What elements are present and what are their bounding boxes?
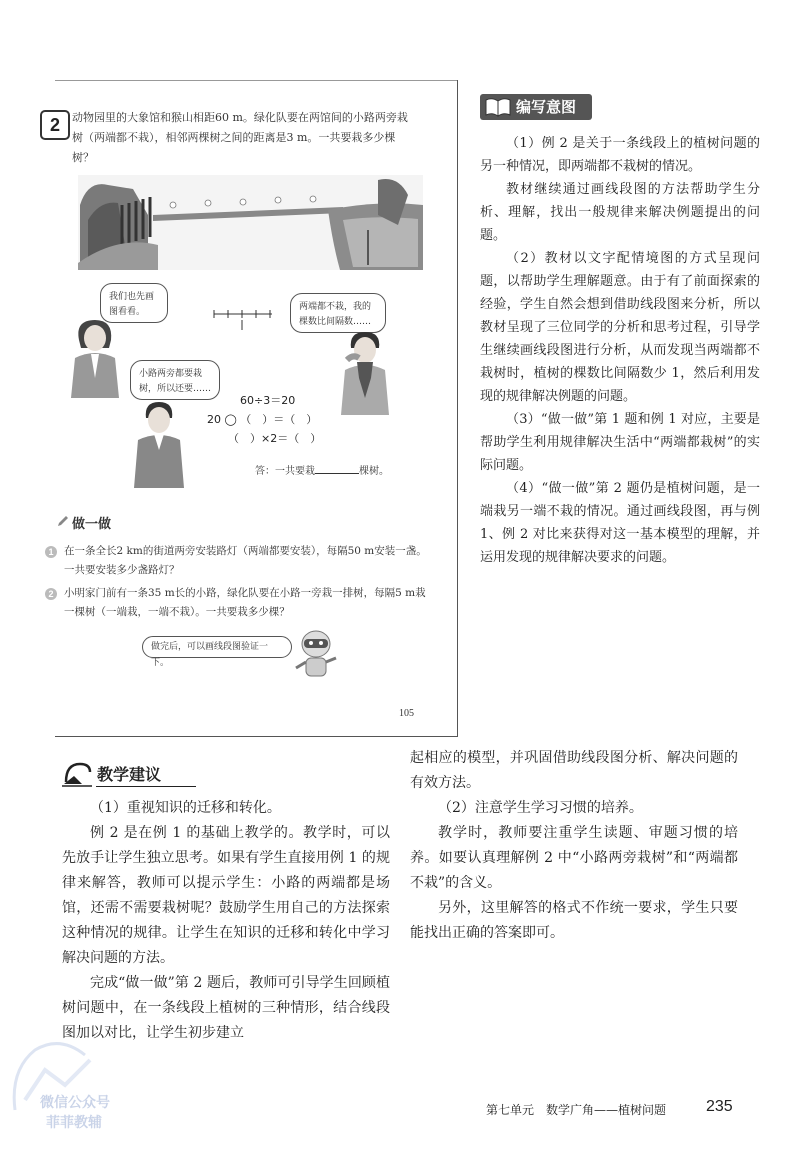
answer-suffix: 棵树。 <box>359 466 389 477</box>
answer-blank[interactable] <box>315 463 359 474</box>
teaching-suggestion-icon <box>60 758 94 788</box>
suggestion-paragraph: （1）重视知识的迁移和转化。 <box>90 800 281 816</box>
example-number-badge: 2 <box>40 110 70 140</box>
suggestion-paragraph: 教学时，教师要注重学生读题、审题习惯的培养。如要认真理解例 2 中“小路两旁栽树”和“两端都不栽”的含义。 <box>410 825 738 891</box>
right-boy-speech-bubble: 两端都不栽，我的棵数比间隔数…… <box>290 293 386 333</box>
boy-with-scarf-icon <box>335 330 395 415</box>
robot-icon <box>292 628 340 684</box>
girl-student-icon <box>65 318 125 398</box>
pencil-icon <box>56 514 70 528</box>
suggestion-paragraph: 起相应的模型，并巩固借助线段图分析、解决问题的有效方法。 <box>410 750 738 791</box>
suggestions-left-column <box>62 796 390 1046</box>
line-segment-diagram <box>212 302 274 332</box>
zoo-scene-illustration <box>78 175 423 270</box>
intent-paragraph: （3）“做一做”第 1 题和例 1 对应，主要是帮助学生利用规律解决生活中“两端都栽树”的实际问题。 <box>480 412 760 473</box>
answer-line <box>255 462 389 477</box>
calc-line-3: （ ）×2＝（ ） <box>228 432 322 445</box>
watermark-line-2: 菲菲教辅 <box>46 1115 102 1131</box>
suggestion-paragraph: 完成“做一做”第 2 题后，教师可引导学生回顾植树问题中，在一条线段上植树的三种情形，结合线段图加以对比，让学生初步建立 <box>62 975 390 1041</box>
intent-body <box>480 132 760 569</box>
suggestion-paragraph: 另外，这里解答的格式不作统一要求，学生只要能找出正确的答案即可。 <box>410 900 738 941</box>
footer-page-number: 235 <box>706 1098 733 1115</box>
intent-title: 编写意图 <box>516 98 577 116</box>
example-problem-text: 动物园里的大象馆和猴山相距60 m。绿化队要在两馆间的小路两旁栽树（两端都不栽），相邻两棵树之间的距离是3 m。一共要栽多少棵树？ <box>72 111 408 164</box>
suggestions-title: 教学建议 <box>97 765 162 784</box>
middle-boy-speech-bubble: 小路两旁都要栽树，所以还要…… <box>130 360 220 400</box>
practice-title: 做一做 <box>72 517 112 532</box>
answer-prefix: 答：一共要栽 <box>255 466 315 477</box>
suggestion-paragraph: 例 2 是在例 1 的基础上教学的。教学时，可以先放手让学生独立思考。如果有学生直接用例 1 的规律来解答，教师可以提示学生：小路的两端都是场馆，还需不需要栽树呢？鼓励学生用自己的方法探索这种情况的规律。让学生在知识的迁移和转化中学习解决问题的方法。 <box>62 825 390 966</box>
intent-paragraph: （1）例 2 是关于一条线段上的植树问题的另一种情况，即两端都不栽树的情况。 <box>480 136 760 174</box>
footer-unit-title: 第七单元 数学广角——植树问题 <box>486 1103 667 1117</box>
calc-line-2: 20 ◯ （ ）＝（ ） <box>207 413 318 426</box>
intent-paragraph: （4）“做一做”第 2 题仍是植树问题，是一端栽另一端不栽的情况。通过画线段图，再与例 1、例 2 对比来获得对这一基本模型的理解，并运用发现的规律解决要求的问题。 <box>480 481 760 565</box>
intent-paragraph: （2）教材以文字配情境图的方式呈现问题，以帮助学生理解题意。由于有了前面探索的经验，学生自然会想到借助线段图来分析，所以教材呈现了三位同学的分析和思考过程，引导学生继续画线段图进行分析，从而发现当两端都不栽树时，植树的棵数比间隔数少 1，然后利用发现的规律解决例题的问题。 <box>480 251 760 404</box>
boy-student-icon <box>130 400 188 488</box>
exercise-1-number: 1 <box>45 546 57 558</box>
intent-paragraph: 教材继续通过画线段图的方法帮助学生分析、理解，找出一般规律来解决例题提出的问题。 <box>480 182 760 243</box>
calc-line-1: 60÷3＝20 <box>240 394 296 407</box>
exercise-1-text: 在一条全长2 km的街道两旁安装路灯（两端都要安装），每隔50 m安装一盏。一共要安装多少盏路灯？ <box>64 545 427 576</box>
robot-speech-bubble: 做完后，可以画线段图验证一下。 <box>142 636 292 658</box>
exercise-2-text: 小明家门前有一条35 m长的小路，绿化队要在小路一旁栽一排树，每隔5 m栽一棵树（一端栽，一端不栽）。一共要栽多少棵？ <box>64 587 426 618</box>
suggestion-paragraph: （2）注意学生学习习惯的培养。 <box>438 800 643 816</box>
exercise-2-number: 2 <box>45 588 57 600</box>
open-book-icon <box>483 95 513 119</box>
suggestions-right-column <box>410 746 738 946</box>
suggestions-title-underline <box>96 786 196 787</box>
textbook-page-number: 105 <box>399 708 414 719</box>
watermark-line-1: 微信公众号 <box>40 1095 110 1111</box>
girl-speech-bubble: 我们也先画图看看。 <box>100 283 168 323</box>
